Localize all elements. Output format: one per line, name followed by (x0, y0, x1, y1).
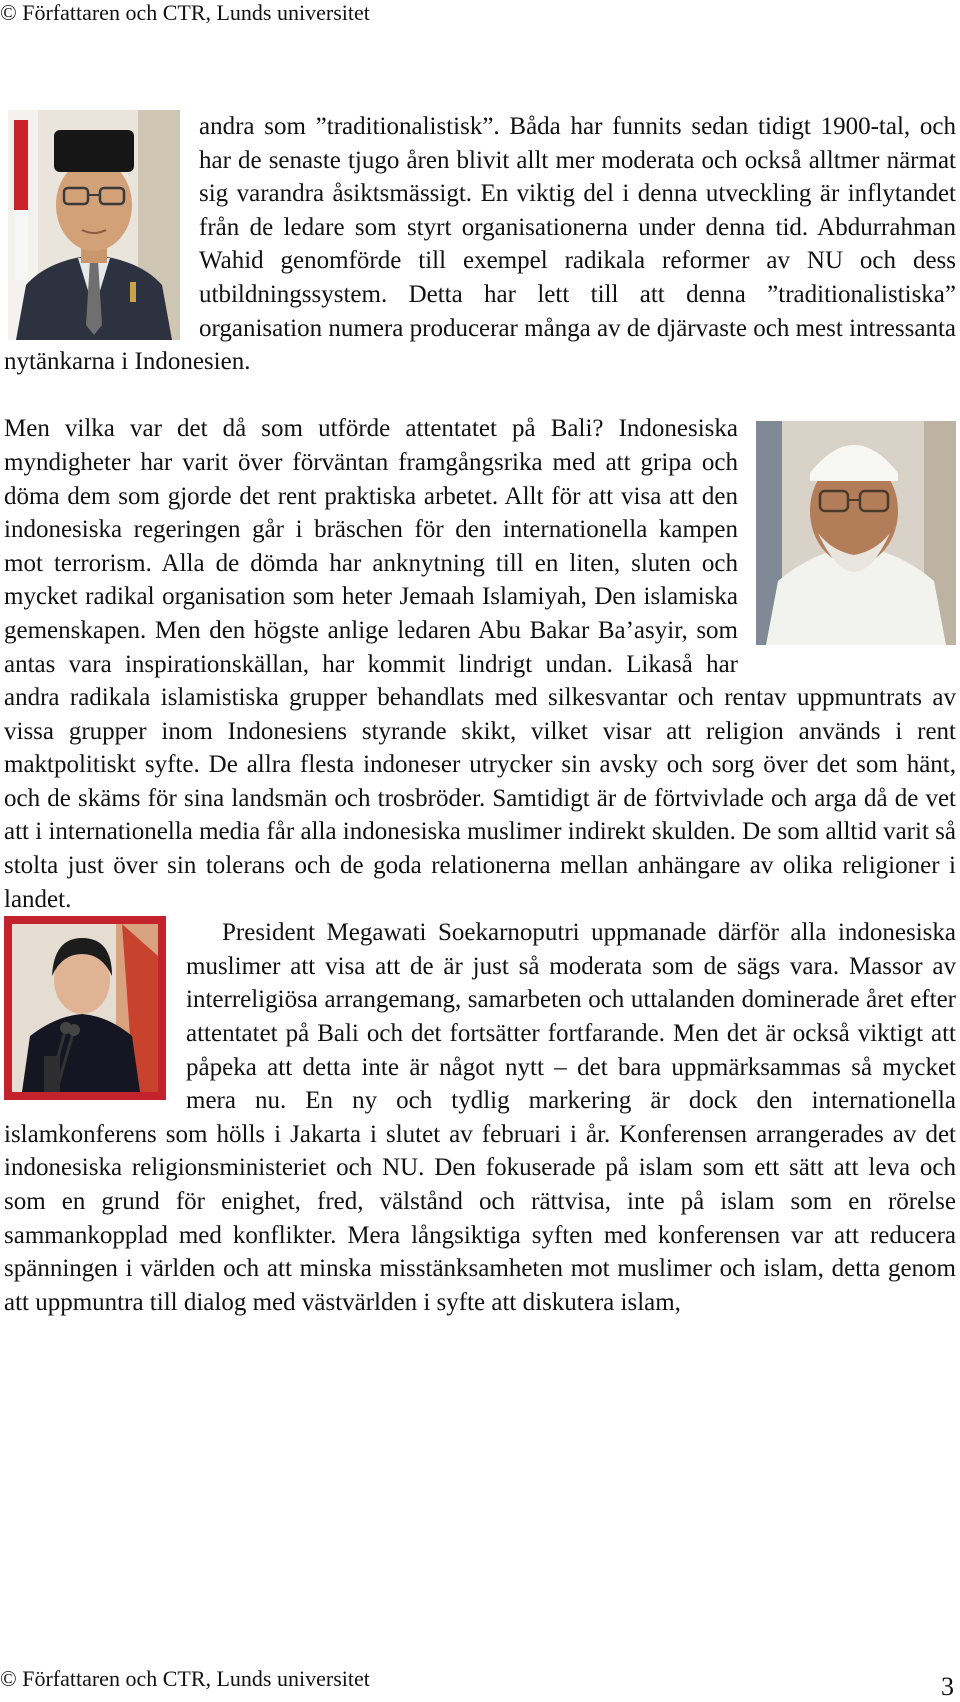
page-number: 3 (941, 1672, 954, 1701)
portrait-photo-icon (4, 916, 166, 1100)
paragraph-3: President Megawati Soekarnoputri uppmanade därför alla indonesiska muslimer att visa att de är just så moderata som de sägs vara. Massor av interreligiösa arrangemang, samarbeten och uttalanden dominerade året efter attentatet på Bali och det fortsätter fortfarande. Men det är också viktigt att påpeka att detta inte är något nytt – det bara uppmärksammas så mycket mera nu. En ny och tydlig markering är dock den internationella islamkonferens som hölls i Jakarta i slutet av februari i år. Konferensen arrangerades av det indonesiska religionsministeriet och NU. Den fokuserade på islam som ett sätt att leva och som en grund för enighet, fred, välstånd och rättvisa, inte på islam som en rörelse sammankopplad med konflikter. Mera långsiktiga syften med konferensen var att reducera spänningen i världen och att minska misstänksamheten mot muslimer och islam, detta genom att uppmuntra till dialog med västvärlden i syfte att diskutera islam, (4, 919, 956, 1316)
paragraph-1: andra som ”traditionalistisk”. Båda har funnits sedan tidigt 1900-tal, och har de senaste tjugo åren blivit allt mer moderata och också alltmer närmat sig varandra åsiktsmässigt. En viktig del i denna utveckling är inflytandet från de ledare som styrt organisationerna under denna tid. Abdurrahman Wahid genomförde till exempel radikala reformer av NU och dess utbildningssystem. Detta har lett till att denna ”traditionalistiska” organisation numera producerar många av de djärvaste och mest intressanta nytänkarna i Indonesien. (4, 113, 956, 376)
page-header: © Författaren och CTR, Lunds universitet (0, 0, 370, 25)
page-footer: © Författaren och CTR, Lunds universitet (0, 1666, 370, 1691)
portrait-photo-icon (8, 110, 180, 340)
paragraph-gap (4, 379, 956, 413)
article-body (4, 110, 956, 1319)
portrait-photo-icon (756, 421, 956, 645)
paragraph-2: Men vilka var det då som utförde attentatet på Bali? Indonesiska myndigheter har varit över förväntan framgångsrika med att gripa och döma dem som gjorde det rent praktiska arbetet. Allt för att visa att den indonesiska regeringen går i bräschen för den internationella kampen mot terrorism. Alla de dömda har anknytning till en liten, sluten och mycket radikal organisation som heter Jemaah Islamiyah, Den islamiska gemenskapen. Men den högste anlige ledaren Abu Bakar Ba’asyir, som antas vara inspirationskällan, har kommit lindrigt undan. Likaså har andra radikala islamistiska grupper behandlats med silkesvantar och rentav uppmuntrats av vissa grupper inom Indonesiens styrande skikt, vilket visar att religion används i rent maktpolitiskt syfte. De allra flesta indoneser utrycker sin avsky och sorg över det som hänt, och de skäms för sina landsmän och trosbröder. Samtidigt är de förtvivlade och arga då de vet att i internationella media får alla indonesiska muslimer indirekt skulden. De som alltid varit så stolta just över sin tolerans och de goda relationerna mellan anhängare av olika religioner i landet. (4, 415, 956, 913)
